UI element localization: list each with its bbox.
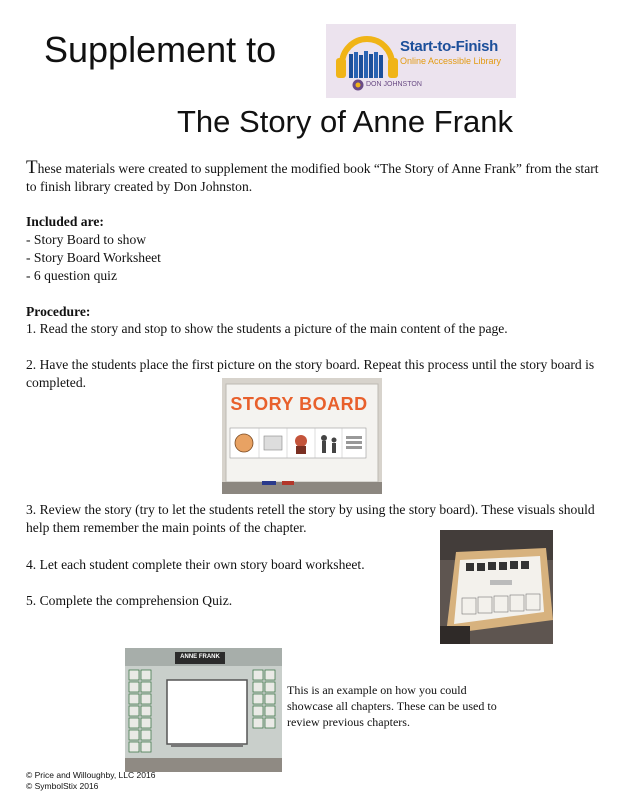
worksheet-photo <box>440 530 553 644</box>
included-item: - Story Board to show <box>26 232 147 247</box>
intro-dropcap: T <box>26 157 38 178</box>
intro-paragraph <box>26 159 604 196</box>
document-title: The Story of Anne Frank <box>177 104 514 139</box>
supplement-heading: Supplement to <box>44 29 277 70</box>
classroom-banner: ANNE FRANK <box>180 654 220 660</box>
procedure-step-2: 2. Have the students place the first picture on the story board. Repeat this process until the story board is completed. <box>26 357 595 390</box>
copyright-line: © Price and Willoughby, LLC 2016 <box>26 770 156 780</box>
included-heading: Included are: <box>26 214 104 229</box>
included-item: - Story Board Worksheet <box>26 250 161 265</box>
copyright-line: © SymbolStix 2016 <box>26 781 99 791</box>
publisher-mark-icon <box>352 79 364 91</box>
headphones-books-icon <box>334 28 400 84</box>
storyboard-photo <box>222 378 382 494</box>
logo-publisher: DON JOHNSTON <box>366 81 422 88</box>
procedure-step-1: 1. Read the story and stop to show the students a picture of the main content of the page. <box>26 321 508 336</box>
logo-tagline: Online Accessible Library <box>400 56 502 66</box>
classroom-caption: This is an example on how you could showcase all chapters. These can be used to review previous chapters. <box>287 683 497 729</box>
storyboard-sign: STORY BOARD <box>230 394 368 414</box>
classroom-photo <box>125 648 282 772</box>
intro-text: hese materials were created to supplement the modified book “The Story of Anne Frank” from the start to finish library created by Don Johnston. <box>26 161 599 194</box>
start-to-finish-logo <box>326 24 516 98</box>
procedure-step-3: 3. Review the story (try to let the students retell the story by using the story board). These visuals should help them remember the main points of the chapter. <box>26 502 595 535</box>
included-item: - 6 question quiz <box>26 268 117 283</box>
procedure-step-4: 4. Let each student complete their own story board worksheet. <box>26 557 365 572</box>
procedure-step-5: 5. Complete the comprehension Quiz. <box>26 593 233 608</box>
procedure-heading: Procedure: <box>26 304 91 319</box>
included-section <box>26 213 586 285</box>
logo-brand: Start-to-Finish <box>400 38 498 55</box>
